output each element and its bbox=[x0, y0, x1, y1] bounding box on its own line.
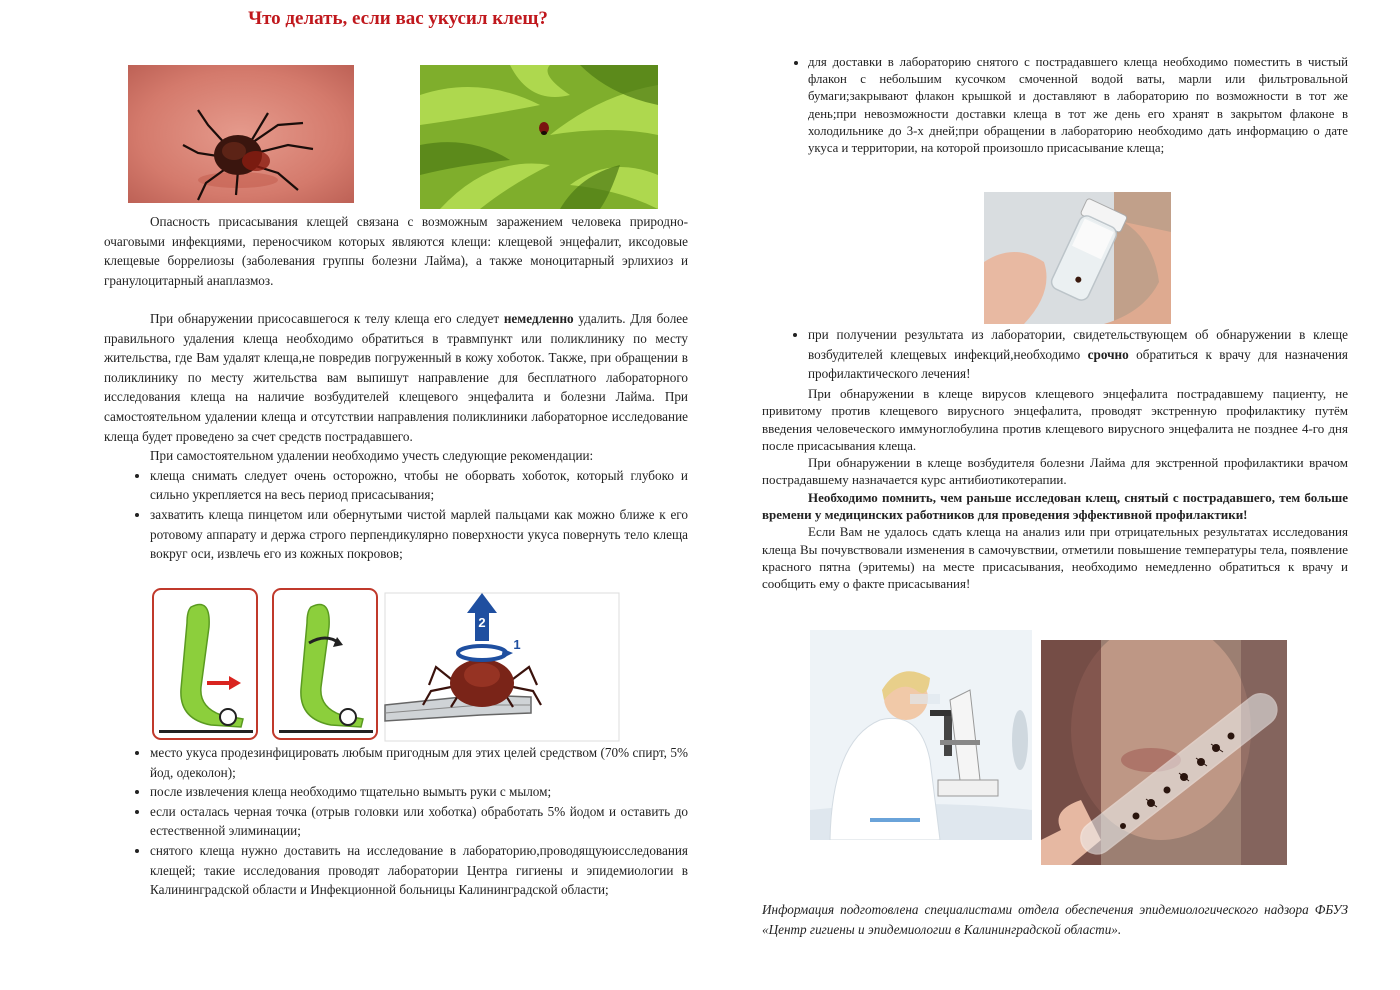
recommendations-list-bottom bbox=[104, 743, 688, 900]
delivery-list bbox=[762, 54, 1348, 157]
recommendations-list-top bbox=[104, 466, 688, 564]
tick-removal-diagram bbox=[151, 587, 621, 743]
emphasis-text: срочно bbox=[1087, 346, 1129, 362]
intro-paragraph: Опасность присасывания клещей связана с возможным заражением человека природно-очаговыми инфекциями, переносчиком которых являются клещи: клещевой энцефалит, иксодовые клещевые боррелиозы (заболевания группы болезни Лайма), а также моноцитарный эрлихиоз и гранулоцитарный анаплазмоз. bbox=[104, 214, 688, 288]
warning-paragraph: Необходимо помнить, чем раньше исследован клещ, снятый с пострадавшего, тем больше времени у медицинских работников для проведения эффективной профилактики! bbox=[762, 489, 1348, 523]
vial-with-tick-photo bbox=[984, 192, 1171, 324]
recommendations-intro: При самостоятельном удалении необходимо учесть следующие рекомендации: bbox=[150, 448, 594, 464]
emphasis-text: немедленно bbox=[503, 311, 574, 326]
list-item: • после извлечения клеща необходимо тщательно вымыть руки с мылом; bbox=[150, 782, 688, 802]
list-item: • снятого клеща нужно доставить на исследование в лабораторию,проводящуюисследования клещей; такие исследования проводят лаборатории Центра гигиены и эпидемиологии в Калининградской области и Инфекционной больницы Калининградской области; bbox=[150, 841, 688, 900]
list-item: • место укуса продезинфицировать любым пригодным для этих целей средством (70% спирт, 5% йод, одеколон); bbox=[150, 743, 688, 782]
diagram-step-1: 1 bbox=[513, 637, 521, 652]
list-item: • при получении результата из лаборатории, свидетельствующем об обнаружении в клеще возбудителей клещевых инфекций,необходимо срочно обратиться к врачу для назначения профилактического лечения! bbox=[808, 325, 1348, 384]
removal-paragraph: При обнаружении присосавшегося к телу клеща его следует немедленно удалить. Для более правильного удаления клеща необходимо обратиться в травмпункт или поликлинику по месту жительства, где Вам удалят клеща,не повредив погруженный в кожу хоботок. Также, при обращении в поликлинику по месту жительства вам выпишут направление для бесплатного лабораторного исследования клеща на наличие возбудителей клещевого энцефалита и болезни Лайма. При самостоятельном удалении клеща и отсутствии направления поликлиники лабораторное исследование клеща будет проведено за счет средств пострадавшего. bbox=[104, 311, 688, 444]
tick-on-plant-photo bbox=[420, 65, 658, 209]
diagram-step-2: 2 bbox=[478, 615, 486, 630]
lab-microscope-photo bbox=[810, 630, 1032, 840]
test-tube-ticks-photo bbox=[1041, 640, 1287, 865]
lyme-paragraph: При обнаружении в клеще возбудителя болезни Лайма для экстренной профилактики врачом пострадавшему назначается курс антибиотикотерапии. bbox=[762, 455, 1348, 488]
footer-credit: Информация подготовлена специалистами отдела обеспечения эпидемиологического надзора ФБУЗ «Центр гигиены и эпидемиологии в Калининградской области». bbox=[762, 902, 1348, 937]
encephalitis-paragraph: При обнаружении в клеще вирусов клещевого энцефалита пострадавшему пациенту, не привитому против клещевого вирусного энцефалита, проводят экстренную профилактику путём введения человеческого иммуноглобулина против клещевого вирусного энцефалита не позднее 4-го дня после присасывания клеща. bbox=[762, 386, 1348, 453]
symptoms-paragraph: Если Вам не удалось сдать клеща на анализ или при отрицательных результатах исследования клеща Вы почувствовали изменения в самочувствии, отметили повышение температуры тела, появление красного пятна (эритемы) на месте присасывания, необходимо немедленно обратиться к врачу и сообщить ему о факте присасывания! bbox=[762, 524, 1348, 592]
list-item: • захватить клеща пинцетом или обернутыми чистой марлей пальцами как можно ближе к его ротовому аппарату и держа строго перпендикулярно поверхности укуса повернуть тело клеща вокруг оси, извлечь его из кожных покровов; bbox=[150, 505, 688, 564]
list-item: • для доставки в лабораторию снятого с пострадавшего клеща необходимо поместить в чистый флакон с небольшим кусочком смоченной водой ваты, марли или фильтровальной бумаги;закрывают флакон крышкой и доставляют в лабораторию по возможности в тот же день;при невозможности доставки клеща в тот же день его хранят в закрытом флаконе в холодильнике до 3-х дней;при обращении в лабораторию необходимо дать информацию о дате укуса и территории, на которой произошло присасывание клеща; bbox=[808, 54, 1348, 157]
list-item: • если осталась черная точка (отрыв головки или хоботка) обработать 5% йодом и оставить до естественной элиминации; bbox=[150, 802, 688, 841]
page-title: Что делать, если вас укусил клещ? bbox=[248, 8, 548, 29]
list-item: • клеща снимать следует очень осторожно, чтобы не оборвать хоботок, который глубоко и сильно укрепляется на весь период присасывания; bbox=[150, 466, 688, 505]
tick-on-skin-photo bbox=[128, 65, 354, 203]
results-list bbox=[762, 325, 1348, 384]
